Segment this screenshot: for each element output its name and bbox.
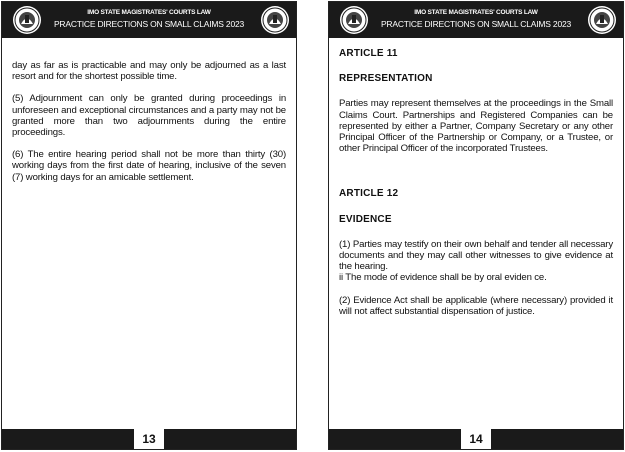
paragraph: Parties may represent themselves at the proceedings in the Small Claims Court. Partnerships and Registered Companies can be represented by either a Partner, Company Secretary or any other Principal Officer of the Partnership or Company, or a Trustee, or other Principal Officer of the incorporated Trustees.	[339, 98, 613, 155]
header-title: IMO STATE MAGISTRATES' COURTS LAW	[414, 9, 538, 16]
page-number: 14	[461, 427, 491, 449]
paragraph: (6) The entire hearing period shall not be more than thirty (30) working days from the first date of hearing, inclusive of the seven (7) working days for an amicable settlement.	[12, 149, 286, 183]
page-14	[328, 1, 624, 450]
section-heading: REPRESENTATION	[339, 73, 433, 85]
paragraph: day as far as is practicable and may only be adjourned as a last resort and for the shortest possible time.	[12, 60, 286, 83]
paragraph: (5) Adjournment can only be granted during proceedings in unforeseen and exceptional circumstances and a party may not be granted more than two adjournments during the entire proceedings.	[12, 93, 286, 139]
page-header	[2, 2, 296, 38]
section-heading: EVIDENCE	[339, 213, 392, 225]
court-seal-icon	[587, 5, 617, 35]
paragraph: ii The mode of evidence shall be by oral eviden ce.	[339, 272, 547, 284]
paragraph: (1) Parties may testify on their own behalf and tender all necessary documents and they may call other witnesses to give evidence at the hearing.	[339, 238, 613, 273]
header-subtitle: PRACTICE DIRECTIONS ON SMALL CLAIMS 2023	[380, 19, 572, 29]
article-heading: ARTICLE 12	[339, 188, 399, 200]
article-heading: ARTICLE 11	[339, 48, 398, 59]
header-subtitle: PRACTICE DIRECTIONS ON SMALL CLAIMS 2023	[53, 19, 245, 29]
page-body	[339, 48, 613, 317]
header-title: IMO STATE MAGISTRATES' COURTS LAW	[87, 9, 211, 16]
court-seal-icon	[260, 5, 290, 35]
page-header	[329, 2, 623, 38]
page-body	[12, 60, 286, 183]
page-13	[1, 1, 297, 450]
paragraph: (2) Evidence Act shall be applicable (where necessary) provided it will not affect substantial dispensation of justice.	[339, 294, 613, 317]
page-number: 13	[134, 427, 164, 449]
